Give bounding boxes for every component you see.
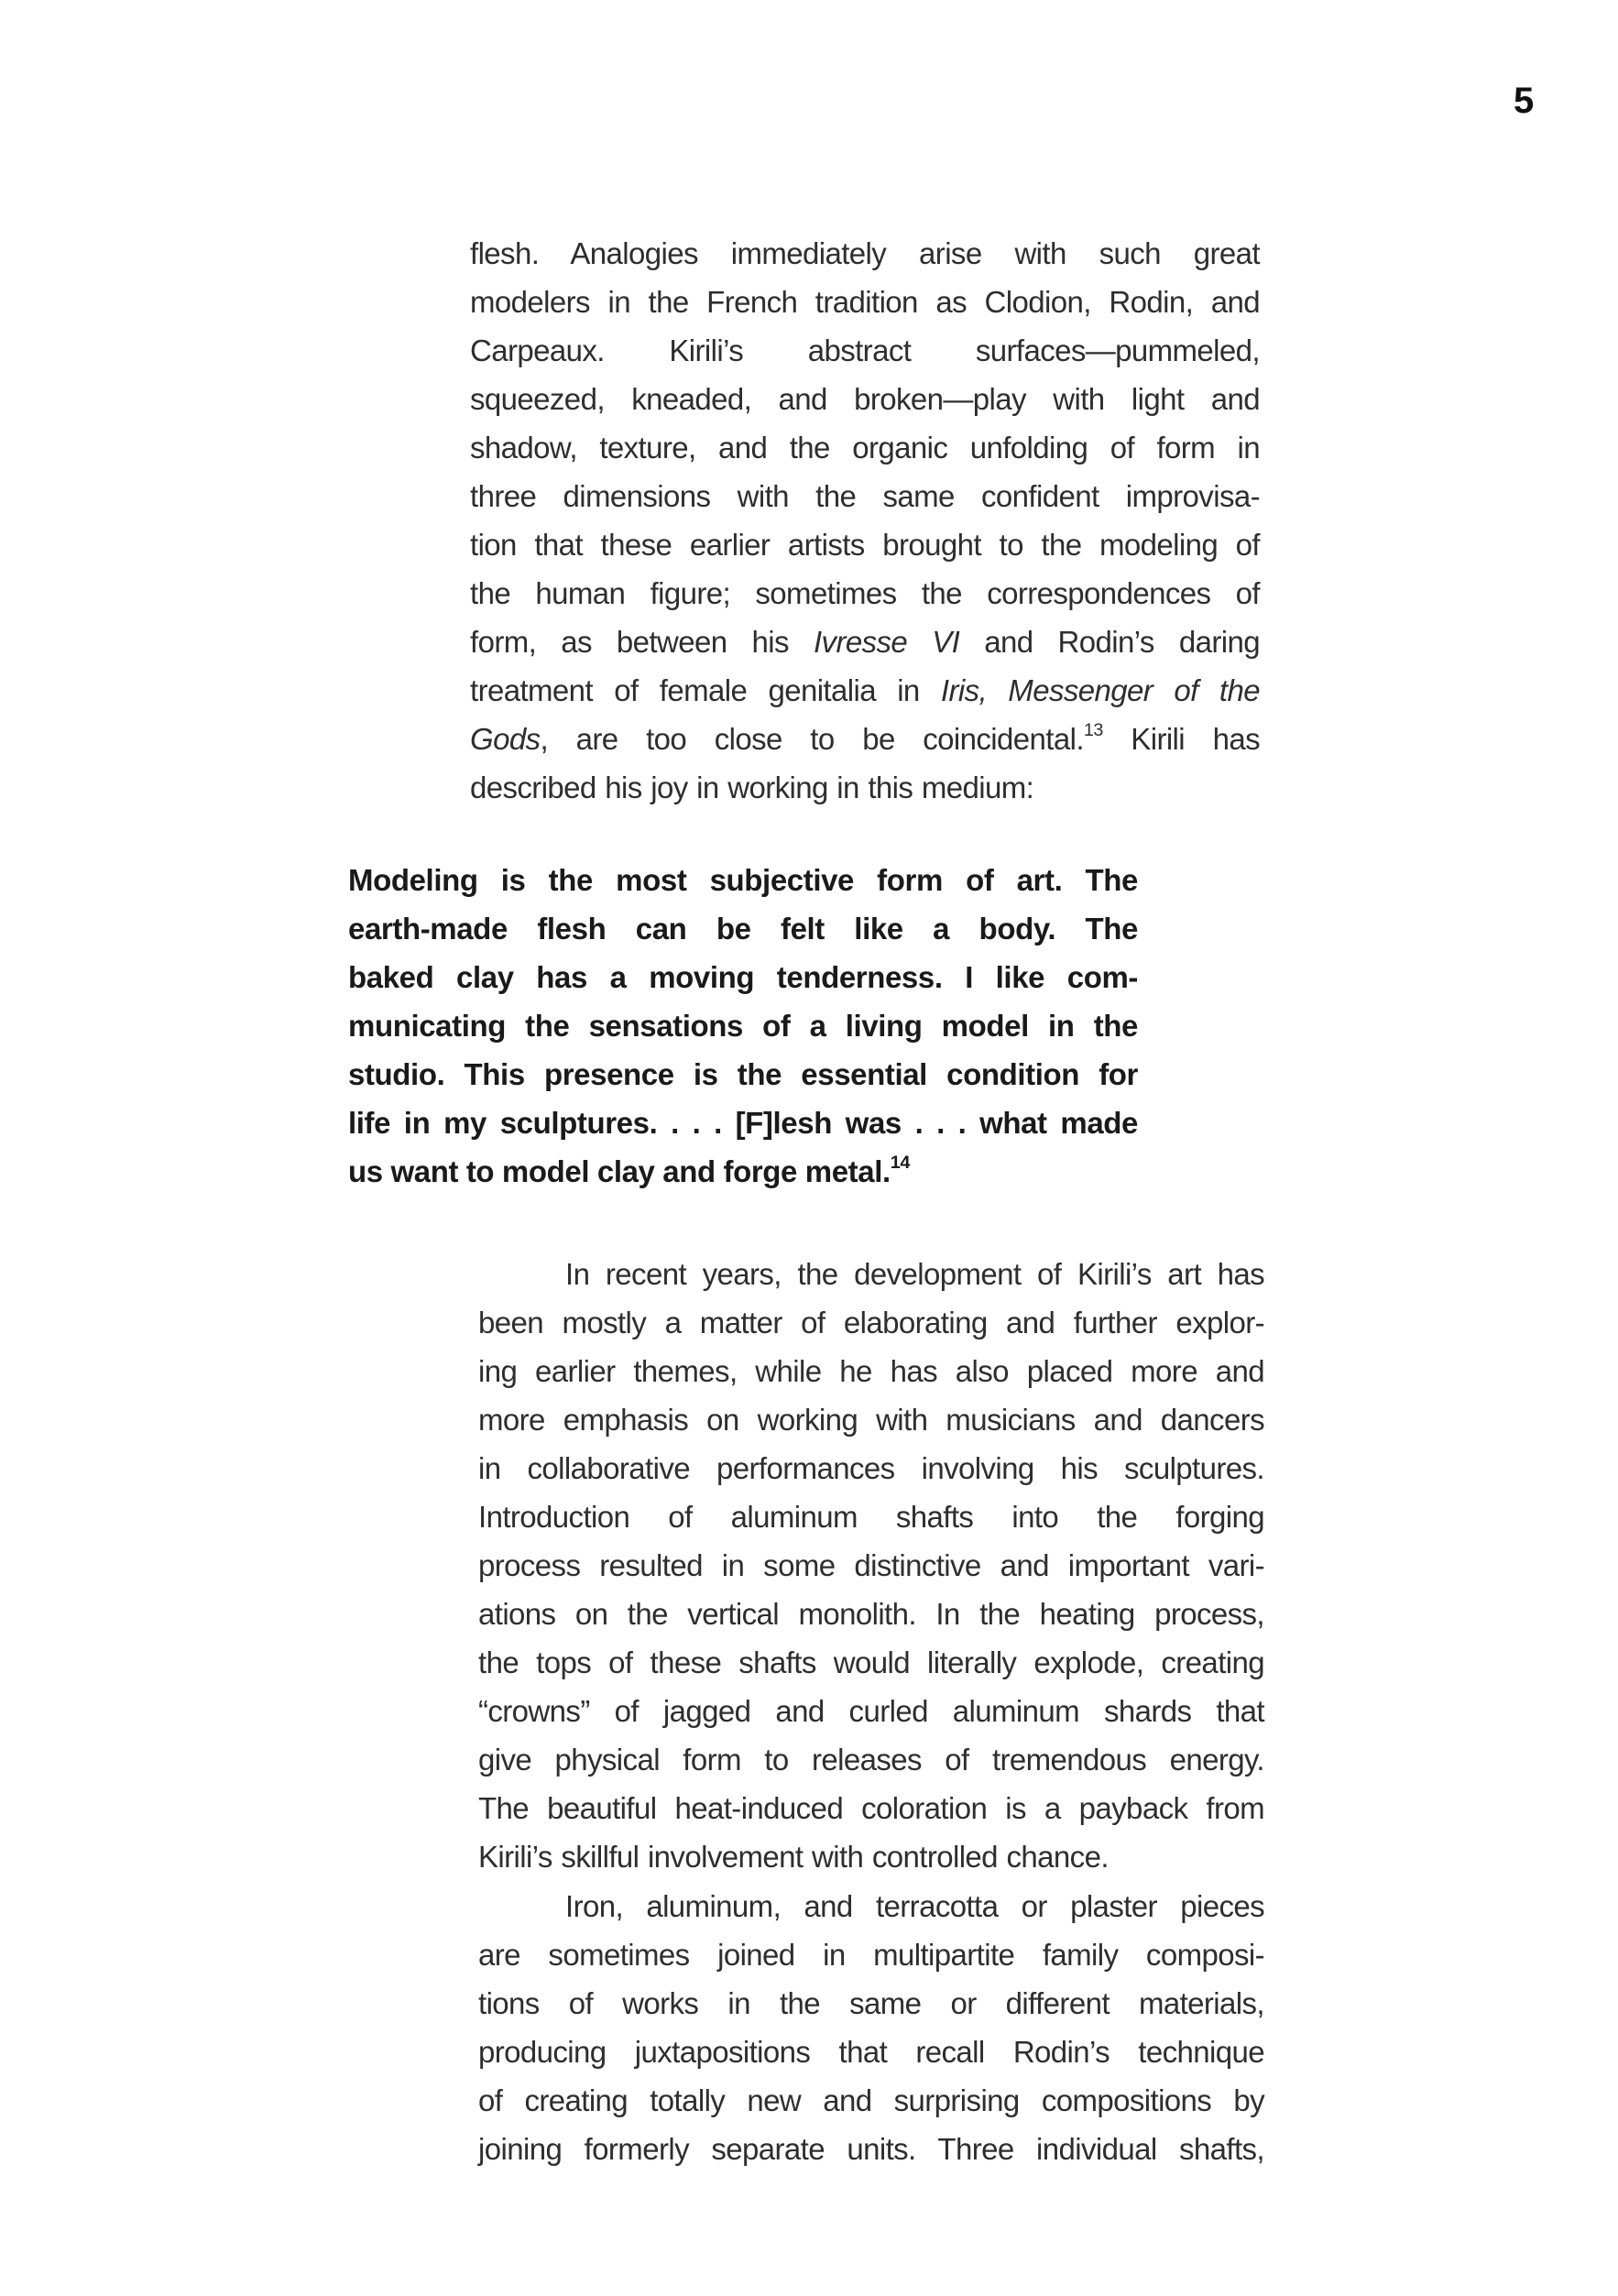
text-line <box>478 1979 1264 2028</box>
text-segment: joining formerly separate units. Three individual shafts, <box>478 2132 1264 2166</box>
text-line <box>478 1735 1264 1784</box>
text-segment: , are too close to be coincidental. <box>540 722 1084 756</box>
text-segment: of creating totally new and surprising compositions by <box>478 2083 1264 2117</box>
text-segment: the human figure; sometimes the correspondences of <box>470 576 1260 610</box>
text-line <box>348 1147 1138 1196</box>
text-line <box>478 2125 1264 2173</box>
text-line <box>470 666 1260 715</box>
text-segment: process resulted in some distinctive and important vari- <box>478 1548 1264 1582</box>
text-segment: tions of works in the same or different materials, <box>478 1986 1264 2020</box>
text-line <box>348 1001 1138 1050</box>
text-line <box>478 1250 1264 1298</box>
text-line <box>348 904 1138 953</box>
text-segment: modelers in the French tradition as Clodion, Rodin, and <box>470 285 1260 319</box>
text-line <box>470 520 1260 569</box>
text-segment: us want to model clay and forge metal. <box>348 1154 891 1188</box>
text-segment: ing earlier themes, while he has also placed more and <box>478 1354 1264 1388</box>
text-line <box>470 472 1260 520</box>
text-segment: life in my sculptures. . . . [F]lesh was . . . what made <box>348 1106 1138 1140</box>
text-line <box>478 2076 1264 2125</box>
text-segment: Iron, aluminum, and terracotta or plaster pieces <box>565 1889 1264 1923</box>
text-segment: earth-made flesh can be felt like a body. The <box>348 912 1138 946</box>
text-line <box>348 1099 1138 1147</box>
text-segment: “crowns” of jagged and curled aluminum shards that <box>478 1694 1264 1728</box>
text-segment: described his joy in working in this medium: <box>470 771 1034 804</box>
text-segment: baked clay has a moving tenderness. I like com- <box>348 960 1138 994</box>
text-line <box>478 1784 1264 1832</box>
text-segment: studio. This presence is the essential condition for <box>348 1057 1138 1091</box>
text-segment: in collaborative performances involving his sculptures. <box>478 1451 1264 1485</box>
text-line <box>478 1687 1264 1735</box>
text-segment: municating the sensations of a living model in the <box>348 1009 1138 1043</box>
text-segment: Modeling is the most subjective form of art. The <box>348 863 1138 897</box>
text-segment: Kirili has <box>1102 722 1260 756</box>
text-line <box>470 763 1260 812</box>
text-segment: give physical form to releases of tremendous energy. <box>478 1743 1264 1777</box>
text-segment: flesh. Analogies immediately arise with such great <box>470 236 1260 270</box>
text-segment: The beautiful heat-induced coloration is a payback from <box>478 1791 1264 1825</box>
text-segment: shadow, texture, and the organic unfolding of form in <box>470 431 1260 465</box>
text-line <box>478 1444 1264 1492</box>
text-line <box>470 229 1260 278</box>
text-line <box>470 375 1260 423</box>
text-line <box>478 1492 1264 1541</box>
text-line <box>470 618 1260 666</box>
text-segment: the tops of these shafts would literally explode, creating <box>478 1645 1264 1679</box>
page-number: 5 <box>1514 81 1535 121</box>
italic-title: Iris, Messenger of the <box>940 673 1260 707</box>
text-segment: more emphasis on working with musicians and dancers <box>478 1403 1264 1437</box>
text-line <box>478 1541 1264 1590</box>
block-quote <box>348 856 1138 1196</box>
body-paragraph-1 <box>470 229 1260 812</box>
text-segment: Carpeaux. Kirili’s abstract surfaces—pummeled, <box>470 333 1260 367</box>
italic-title: Ivresse VI <box>813 625 960 659</box>
text-segment: tion that these earlier artists brought to the modeling of <box>470 528 1260 562</box>
text-segment: Introduction of aluminum shafts into the forging <box>478 1500 1264 1534</box>
text-line <box>348 1050 1138 1099</box>
text-line <box>478 1590 1264 1638</box>
text-segment: producing juxtapositions that recall Rodin’s technique <box>478 2035 1264 2069</box>
text-line <box>348 856 1138 904</box>
text-segment: form, as between his <box>470 625 814 659</box>
text-line <box>470 715 1260 763</box>
text-line <box>470 569 1260 618</box>
text-line <box>478 1832 1264 1881</box>
text-segment: three dimensions with the same confident improvisa- <box>470 479 1260 513</box>
text-segment: squeezed, kneaded, and broken—play with light and <box>470 382 1260 416</box>
text-line <box>478 1395 1264 1444</box>
text-line <box>478 1347 1264 1395</box>
text-segment: are sometimes joined in multipartite family composi- <box>478 1938 1264 1972</box>
body-paragraph-3 <box>478 1882 1264 2173</box>
text-line <box>478 2028 1264 2076</box>
text-segment: Kirili’s skillful involvement with controlled chance. <box>478 1840 1109 1874</box>
text-line <box>478 1930 1264 1979</box>
text-line <box>478 1298 1264 1347</box>
footnote-reference: 14 <box>890 1153 910 1174</box>
text-segment: ations on the vertical monolith. In the heating process, <box>478 1597 1264 1631</box>
text-segment: and Rodin’s daring <box>959 625 1260 659</box>
text-segment: treatment of female genitalia in <box>470 673 941 707</box>
text-segment: In recent years, the development of Kirili’s art has <box>565 1257 1264 1291</box>
text-line <box>478 1882 1264 1930</box>
text-line <box>348 953 1138 1001</box>
italic-title: Gods <box>470 722 541 756</box>
text-line <box>470 278 1260 326</box>
text-line <box>478 1638 1264 1687</box>
text-line <box>470 423 1260 472</box>
text-line <box>470 326 1260 375</box>
footnote-reference: 13 <box>1083 720 1103 741</box>
body-paragraph-2 <box>478 1250 1264 1881</box>
text-segment: been mostly a matter of elaborating and further explor- <box>478 1306 1264 1339</box>
